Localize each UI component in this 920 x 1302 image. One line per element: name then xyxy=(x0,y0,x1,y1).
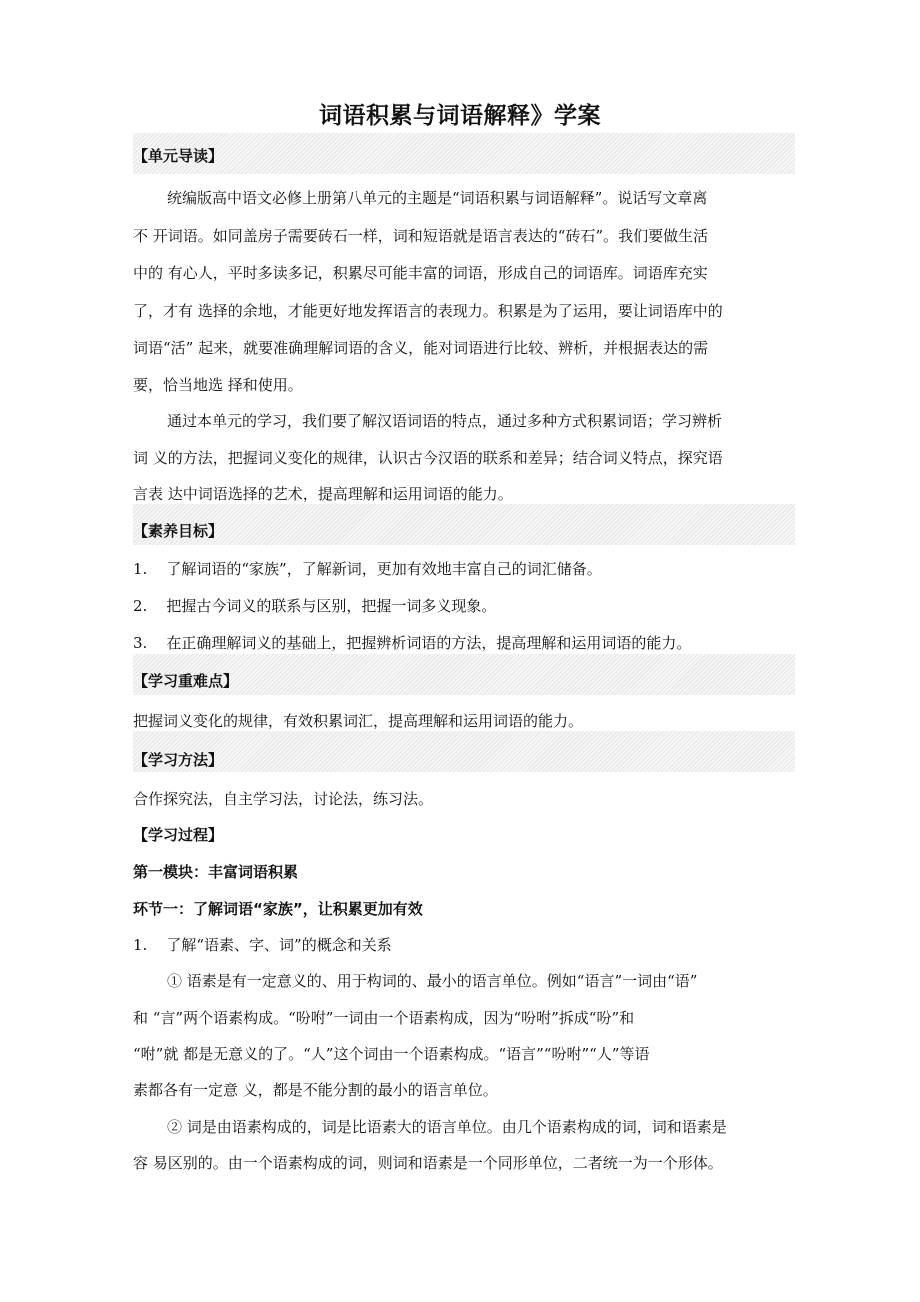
goal-item: 3. 在正确理解词义的基础上，把握辨析词语的方法，提高理解和运用词语的能力。 xyxy=(133,634,692,652)
difficulty-text: 把握词义变化的规律，有效积累词汇，提高理解和运用词语的能力。 xyxy=(133,712,584,730)
intro-line: 不 开词语。如同盖房子需要砖石一样，词和短语就是语言表达的“砖石”。我们要做生活 xyxy=(133,227,709,245)
goal-item: 2. 把握古今词义的联系与区别，把握一词多义现象。 xyxy=(133,597,497,615)
goal-item: 1. 了解词语的“家族”，了解新词，更加有效地丰富自己的词汇储备。 xyxy=(133,560,602,578)
section-heading-unit-guide: 【单元导读】 xyxy=(133,147,224,165)
intro-line: 中的 有心人，平时多读多记，积累尽可能丰富的词语，形成自己的词语库。词语库充实 xyxy=(133,264,708,282)
section-heading-process: 【学习过程】 xyxy=(133,826,224,844)
section-band xyxy=(133,133,795,174)
paragraph-line: 容 易区别的。由一个语素构成的词，则词和语素是一个同形单位，二者统一为一个形体。 xyxy=(133,1154,723,1172)
intro-line: 要，恰当地选 择和使用。 xyxy=(133,376,303,394)
section-heading-goals: 【素养目标】 xyxy=(133,522,224,540)
paragraph-line: “咐”就 都是无意义的了。“人”这个词由一个语素构成。“语言”“吩咐”“人”等语 xyxy=(133,1045,650,1063)
intro-line: 言表 达中词语选择的艺术，提高理解和运用词语的能力。 xyxy=(133,485,513,503)
paragraph-line: 和 “言”两个语素构成。“吩咐”一词由一个语素构成，因为“吩咐”拆成“吩”和 xyxy=(133,1009,635,1027)
paragraph-line: ② 词是由语素构成的，词是比语素大的语言单位。由几个语素构成的词，词和语素是 xyxy=(167,1118,727,1136)
intro-line: 词语“活” 起来，就要准确理解词语的含义，能对词语进行比较、辨析，并根据表达的需 xyxy=(133,339,709,357)
list-item: 1. 了解“语素、字、词”的概念和关系 xyxy=(133,936,392,954)
intro-line: 词 义的方法，把握词义变化的规律，认识古今汉语的联系和差异；结合词义特点，探究语 xyxy=(133,449,723,467)
module-heading: 第一模块：丰富词语积累 xyxy=(133,863,299,881)
page-title: 词语积累与词语解释》学案 xyxy=(319,103,601,129)
section-heading-method: 【学习方法】 xyxy=(133,751,224,769)
paragraph-line: ① 语素是有一定意义的、用于构词的、最小的语言单位。例如“语言”一词由“语” xyxy=(167,972,698,990)
section-band xyxy=(133,731,795,772)
intro-line: 了，才有 选择的余地，才能更好地发挥语言的表现力。积累是为了运用，要让词语库中的 xyxy=(133,302,723,320)
method-text: 合作探究法，自主学习法，讨论法，练习法。 xyxy=(133,790,434,808)
step-heading: 环节一：了解词语“家族”，让积累更加有效 xyxy=(133,900,423,918)
intro-line: 通过本单元的学习，我们要了解汉语词语的特点，通过多种方式积累词语；学习辨析 xyxy=(167,412,723,430)
section-heading-difficulty: 【学习重难点】 xyxy=(133,672,239,690)
intro-line: 统编版高中语文必修上册第八单元的主题是“词语积累与词语解释”。说话写文章离 xyxy=(167,189,708,207)
paragraph-line: 素都各有一定意 义，都是不能分割的最小的语言单位。 xyxy=(133,1081,498,1099)
section-band xyxy=(133,504,795,545)
